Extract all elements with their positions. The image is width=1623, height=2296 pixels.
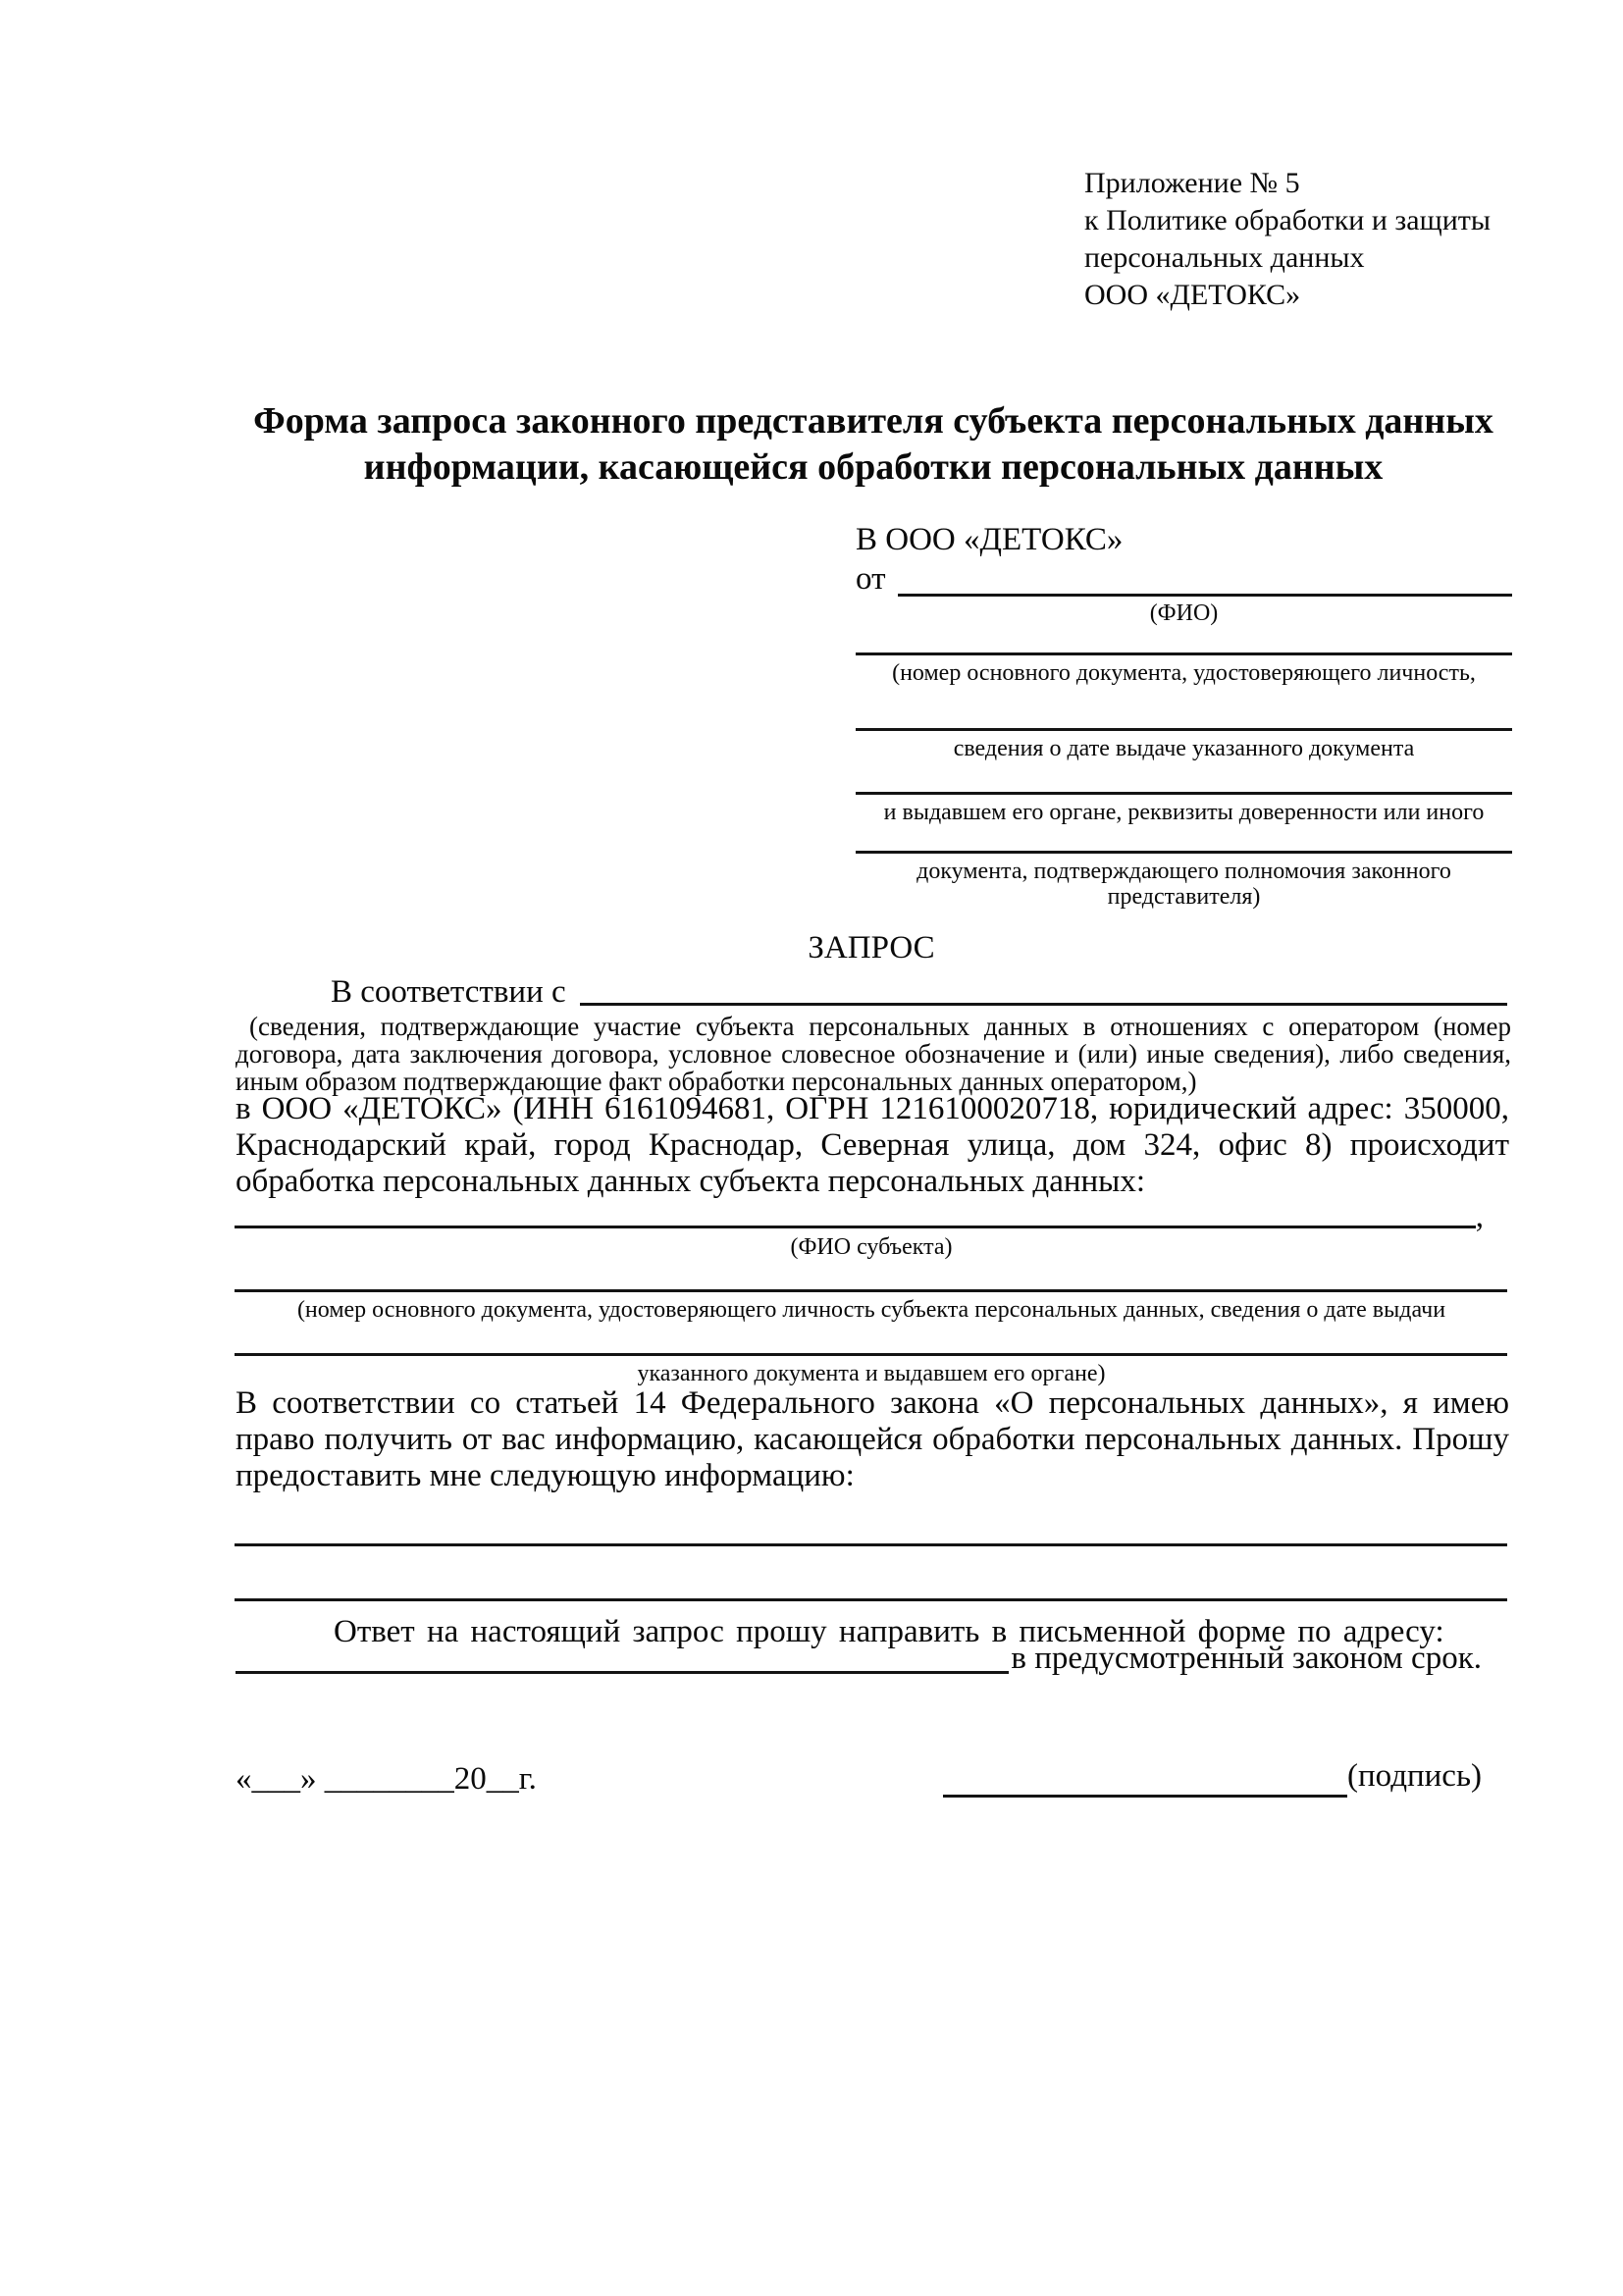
representative-doc-line-3 bbox=[856, 792, 1512, 795]
addressee-from-row bbox=[856, 561, 1512, 597]
subject-doc-caption-2: указанного документа и выдавшем его органе) bbox=[637, 1361, 1106, 1386]
representative-doc-caption-1: (номер основного документа, удостоверяющего личность, bbox=[892, 660, 1476, 686]
date-blank: «___» ________20__г. bbox=[236, 1761, 537, 1797]
subject-fio-line bbox=[235, 1199, 1476, 1228]
appendix-line: ООО «ДЕТОКС» bbox=[1084, 279, 1301, 311]
from-blank-line bbox=[898, 561, 1513, 597]
representative-doc-line-1 bbox=[856, 652, 1512, 655]
law-paragraph: В соответствии со статьей 14 Федерального закона «О персональных данных», я имею право получить от вас информацию, касающейся обработки персональных данных. Прошу предоставить мне следующую информацию: bbox=[236, 1385, 1509, 1493]
footer-row bbox=[236, 1754, 1507, 1798]
representative-doc-line-4 bbox=[856, 851, 1512, 854]
signature-block bbox=[943, 1758, 1482, 1798]
form-title-line-2: информации, касающейся обработки персональных данных bbox=[363, 446, 1384, 488]
subject-fio-row bbox=[235, 1199, 1484, 1234]
representative-doc-caption-3: и выдавшем его органе, реквизиты доверенности или иного bbox=[883, 800, 1485, 825]
fio-caption: (ФИО) bbox=[1149, 600, 1219, 626]
accordance-row bbox=[236, 974, 1507, 1010]
from-label: от bbox=[856, 561, 886, 597]
subject-doc-line-1 bbox=[235, 1289, 1507, 1292]
appendix-line: к Политике обработки и защиты bbox=[1084, 204, 1492, 236]
signature-caption: (подпись) bbox=[1347, 1758, 1482, 1794]
subject-fio-caption: (ФИО субъекта) bbox=[790, 1234, 953, 1260]
representative-doc-line-2 bbox=[856, 728, 1512, 731]
appendix-block bbox=[1084, 165, 1491, 314]
request-heading: ЗАПРОС bbox=[808, 930, 935, 965]
form-title bbox=[236, 398, 1511, 491]
appendix-line: персональных данных bbox=[1084, 241, 1365, 274]
accordance-note: (сведения, подтверждающие участие субъекта персональных данных в отношениях с оператором (номер договора, дата заключения договора, условное словесное обозначение и (или) иные сведения), либо сведения, иным образом подтверждающие факт обработки персональных данных оператором,) bbox=[236, 1012, 1511, 1096]
representative-doc-caption-2: сведения о дате выдаче указанного документа bbox=[953, 736, 1415, 761]
subject-doc-line-2 bbox=[235, 1353, 1507, 1356]
subject-doc-caption-1: (номер основного документа, удостоверяющего личность субъекта персональных данных, сведения о дате выдачи bbox=[296, 1297, 1446, 1323]
signature-line bbox=[943, 1758, 1347, 1798]
accordance-blank-line bbox=[580, 974, 1507, 1006]
info-blank-line-2 bbox=[235, 1598, 1507, 1601]
reply-tail: в предусмотренный законом срок. bbox=[1011, 1641, 1482, 1676]
accordance-label: В соответствии с bbox=[331, 974, 566, 1010]
representative-doc-caption-4: документа, подтверждающего полномочия законного представителя) bbox=[916, 859, 1451, 910]
reply-sentence: Ответ на настоящий запрос прошу направить в письменной форме по адресу: bbox=[334, 1614, 1444, 1649]
addressee-to: В ООО «ДЕТОКС» bbox=[856, 522, 1124, 557]
form-title-line-1: Форма запроса законного представителя субъекта персональных данных bbox=[253, 400, 1493, 442]
appendix-line: Приложение № 5 bbox=[1084, 167, 1300, 199]
operator-paragraph: в ООО «ДЕТОКС» (ИНН 6161094681, ОГРН 1216100020718, юридический адрес: 350000, Краснодарский край, город Краснодар, Северная улица, дом 324, офис 8) происходит обработка персональных данных субъекта персональных данных: bbox=[236, 1091, 1509, 1199]
trailing-comma: , bbox=[1475, 1199, 1484, 1234]
info-blank-line-1 bbox=[235, 1543, 1507, 1546]
reply-address-line bbox=[236, 1641, 1009, 1674]
reply-address-row bbox=[236, 1641, 1482, 1674]
